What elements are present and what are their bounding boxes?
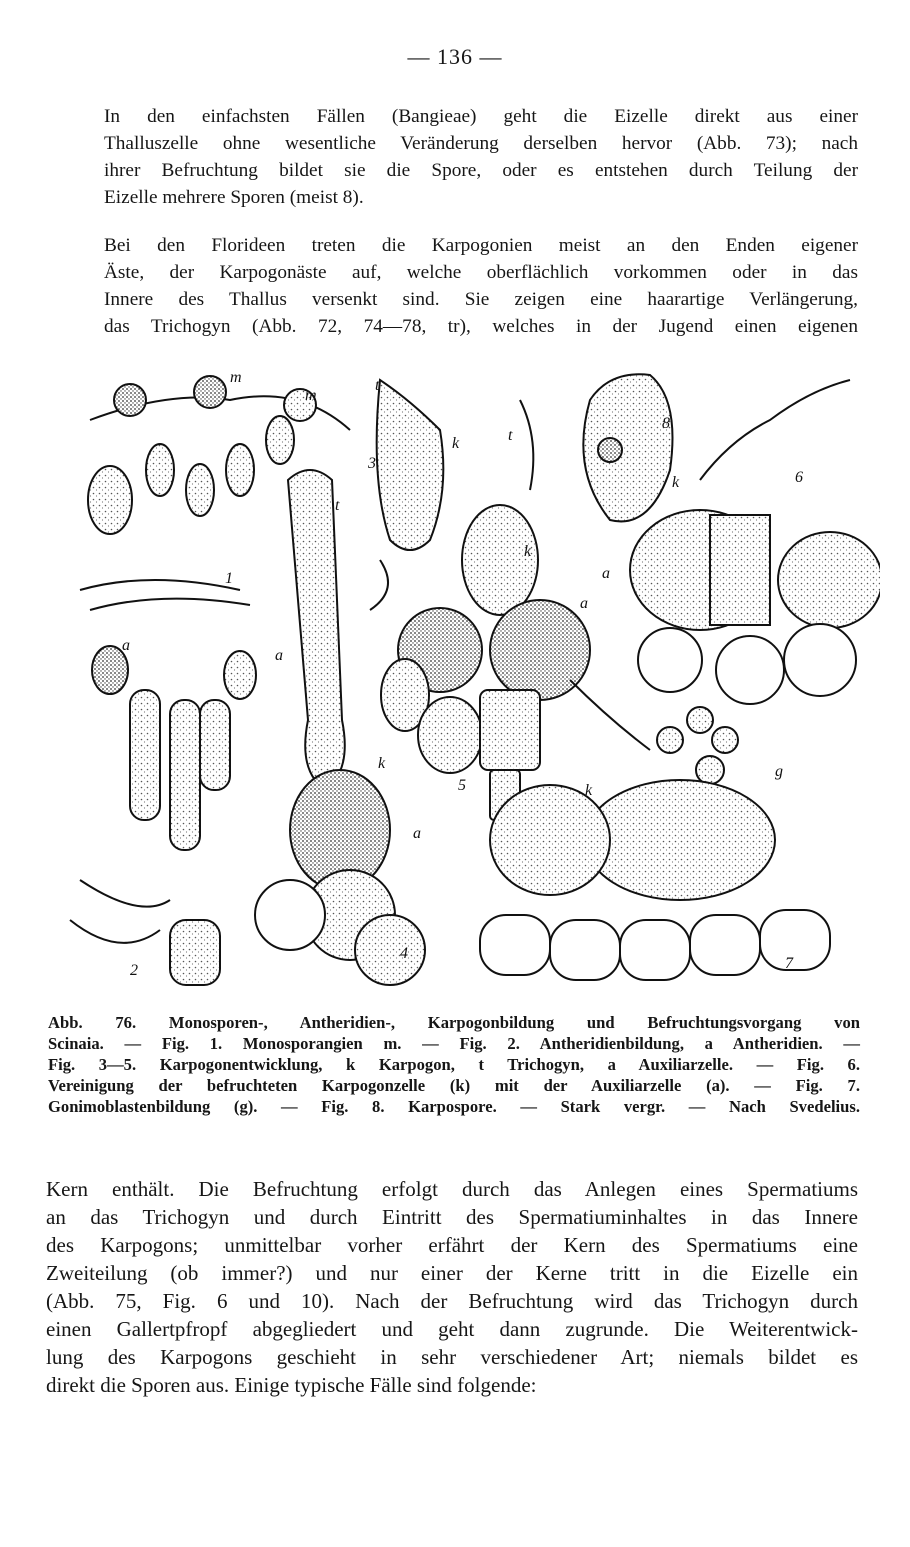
- paragraph-3: [46, 1175, 858, 1399]
- fig-label-7: 7: [785, 955, 793, 972]
- fig-label-2: 2: [130, 962, 138, 979]
- scinaia-illustration: [50, 360, 880, 1000]
- fig-label-t: t: [508, 427, 513, 444]
- fig-2-antheridia: [70, 646, 256, 985]
- caption-line: Vereinigung der befruchteten Karpogonzelle (k) mit der Auxiliarzelle (a). — Fig. 7.: [48, 1076, 860, 1095]
- caption-line: Scinaia. — Fig. 1. Monosporangien m. — Fig. 2. Antheridienbildung, a Antheridien. —: [48, 1034, 860, 1053]
- fig-label-m: m: [230, 369, 242, 386]
- text-line: Kern enthält. Die Befruchtung erfolgt durch das Anlegen eines Spermatiums: [46, 1177, 858, 1201]
- text-line: Innere des Thallus versenkt sind. Sie zeigen eine haarartige Verlängerung,: [104, 289, 858, 310]
- text-line: Thalluszelle ohne wesentliche Veränderung derselben hervor (Abb. 73); nach: [104, 133, 858, 154]
- fig-label-m: m: [305, 387, 317, 404]
- text-line: direkt die Sporen aus. Einige typische Fälle sind folgende:: [46, 1373, 537, 1397]
- fig-label-t: t: [335, 497, 340, 514]
- paragraph-1: [58, 103, 858, 211]
- page-number: — 136 —: [407, 44, 503, 69]
- text-line: an das Trichogyn und durch Eintritt des Spermatiuminhaltes in das Innere: [46, 1205, 858, 1229]
- caption-line: Abb. 76. Monosporen-, Antheridien-, Karpogonbildung und Befruchtungsvorgang von: [48, 1013, 860, 1032]
- text-line: Bei den Florideen treten die Karpogonien meist an den Enden eigener: [104, 235, 858, 256]
- text-line: lung des Karpogons geschieht in sehr verschiedener Art; niemals bildet es: [46, 1345, 858, 1369]
- fig-label-6: 6: [795, 469, 803, 486]
- fig-8-carpospore: [583, 374, 672, 521]
- fig-label-1: 1: [225, 570, 233, 587]
- caption-line: Gonimoblastenbildung (g). — Fig. 8. Karpospore. — Stark vergr. — Nach Svedelius.: [48, 1097, 860, 1116]
- fig-label-8: 8: [662, 415, 670, 432]
- fig-label-a: a: [580, 595, 588, 612]
- fig-label-k: k: [378, 755, 386, 772]
- text-line: Zweiteilung (ob immer?) und nur einer der Kerne tritt in die Eizelle ein: [46, 1261, 858, 1285]
- fig-label-a: a: [602, 565, 610, 582]
- fig-label-k: k: [452, 435, 460, 452]
- fig-label-a: a: [122, 637, 130, 654]
- text-line: ihrer Befruchtung bildet sie die Spore, oder es entstehen durch Teilung der: [104, 160, 858, 181]
- text-line: (Abb. 75, Fig. 6 und 10). Nach der Befruchtung wird das Trichogyn durch: [46, 1289, 858, 1313]
- fig-label-k: k: [524, 543, 532, 560]
- figure-caption: [48, 1012, 860, 1117]
- figure-drawing: [50, 360, 880, 1000]
- fig-label-a: a: [275, 647, 283, 664]
- fig-label-t: t: [375, 377, 380, 394]
- text-line: das Trichogyn (Abb. 72, 74—78, tr), welches in der Jugend einen eigenen: [104, 316, 858, 337]
- text-line: des Karpogons; unmittelbar vorher erfährt der Kern des Spermatiums eine: [46, 1233, 858, 1257]
- text-line: einen Gallertpfropf abgegliedert und geht dann zugrunde. Die Weiterentwick-: [46, 1317, 858, 1341]
- caption-line: Fig. 3—5. Karpogonentwicklung, k Karpogon, t Trichogyn, a Auxiliarzelle. — Fig. 6.: [48, 1055, 860, 1074]
- text-line: Äste, der Karpogonäste auf, welche oberflächlich vorkommen oder in das: [104, 262, 858, 283]
- fig-label-k: k: [672, 474, 680, 491]
- fig-label-3: 3: [368, 455, 376, 472]
- fig-3-carpogon-branch: [370, 380, 443, 610]
- fig-label-4: 4: [400, 945, 408, 962]
- paragraph-2: [58, 232, 858, 340]
- text-line: Eizelle mehrere Sporen (meist 8).: [104, 187, 364, 208]
- fig-label-a: a: [413, 825, 421, 842]
- fig-label-g: g: [775, 763, 783, 780]
- fig-label-5: 5: [458, 777, 466, 794]
- fig-label-k: k: [585, 782, 593, 799]
- text-line: In den einfachsten Fällen (Bangieae) geht die Eizelle direkt aus einer: [104, 106, 858, 127]
